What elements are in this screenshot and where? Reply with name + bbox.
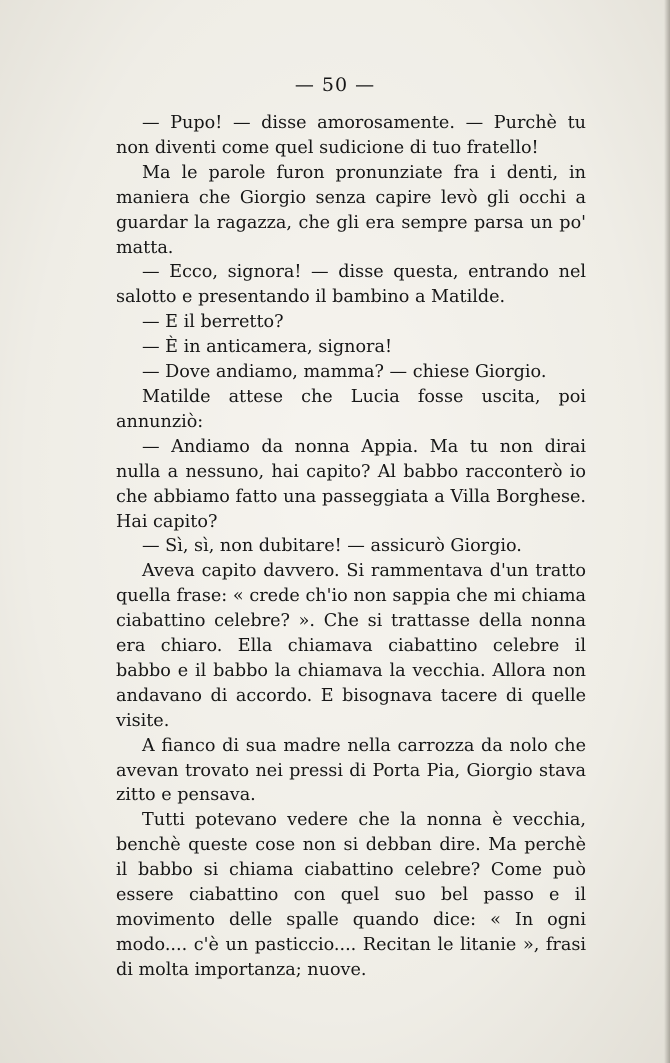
paragraph: — È in anticamera, signora! bbox=[142, 337, 393, 358]
body-text bbox=[116, 111, 586, 983]
paragraph: Ma le parole furon pronunziate fra i denti, in maniera che Giorgio senza capire levò gli occhi a guardar la ragazza, che gli era sempre parsa un po' matta. bbox=[116, 162, 586, 258]
paragraph: — E il berretto? bbox=[142, 312, 284, 333]
paragraph: — Andiamo da nonna Appia. Ma tu non dirai nulla a nessuno, hai capito? Al babbo racconterò io che abbiamo fatto una passeggiata a Villa Borghese. Hai capito? bbox=[116, 436, 586, 532]
paragraph: Matilde attese che Lucia fosse uscita, poi annunziò: bbox=[116, 386, 586, 432]
page-number: — 50 — bbox=[294, 74, 376, 96]
paragraph: — Pupo! — disse amorosamente. — Purchè tu non diventi come quel sudicione di tuo fratello! bbox=[116, 113, 586, 158]
paragraph: — Sì, sì, non dubitare! — assicurò Giorgio. bbox=[142, 536, 522, 557]
paragraph: A fianco di sua madre nella carrozza da nolo che avevan trovato nei pressi di Porta Pia, Giorgio stava zitto e pensava. bbox=[116, 735, 586, 806]
paragraph: Aveva capito davvero. Si rammentava d'un tratto quella frase: « crede ch'io non sappia che mi chiama ciabattino celebre? ». Che si trattasse della nonna era chiaro. Ella chiamava ciabattino celebre il babbo e il babbo la chiamava la vecchia. Allora non andavano di accordo. E bisognava tacere di quelle visite. bbox=[116, 561, 586, 731]
page-edge-shadow bbox=[664, 0, 670, 1063]
paragraph: — Dove andiamo, mamma? — chiese Giorgio. bbox=[142, 362, 547, 383]
paragraph: — Ecco, signora! — disse questa, entrando nel salotto e presentando il bambino a Matilde. bbox=[116, 262, 586, 308]
paragraph: Tutti potevano vedere che la nonna è vecchia, benchè queste cose non si debban dire. Ma perchè il babbo si chiama ciabattino celebre? Come può essere ciabattino con quel suo bel passo e il movimento delle spalle quando dice: « In ogni modo.... c'è un pasticcio.... Recitan le litanie », frasi di molta importanza; nuove. bbox=[116, 810, 586, 980]
